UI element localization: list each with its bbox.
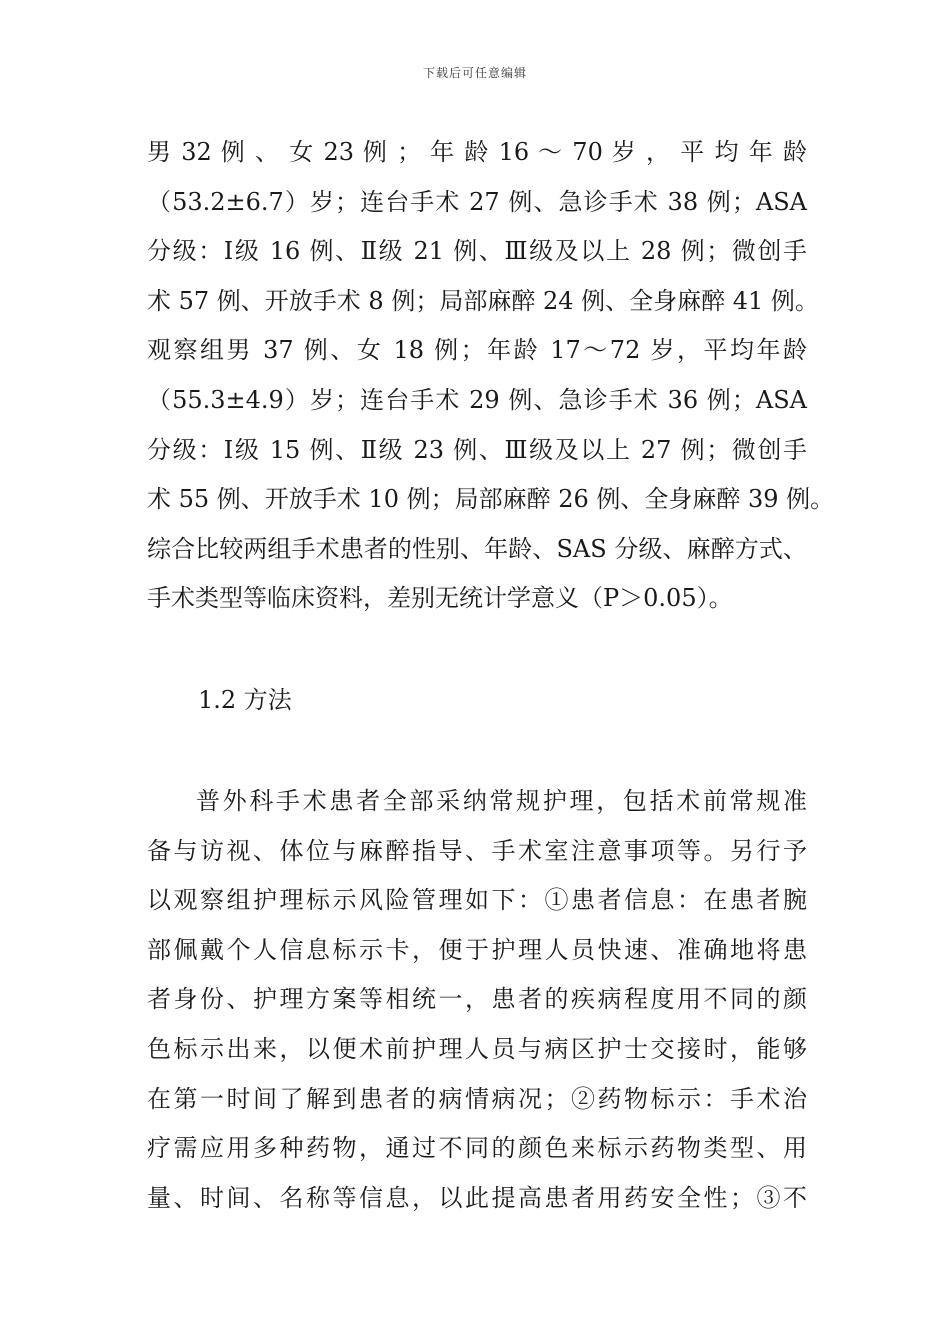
text-line: （55.3±4.9）岁；连台手术 29 例、急诊手术 36 例；ASA [147,385,807,414]
text-line: 分级：Ⅰ级 16 例、Ⅱ级 21 例、Ⅲ级及以上 28 例；微创手 [147,237,807,266]
text-line: 综合比较两组手术患者的性别、年龄、SAS 分级、麻醉方式、 [147,534,807,563]
section-heading [198,676,598,726]
body-paragraph-methods [147,777,807,1223]
text-line: 者身份、护理方案等相统一，患者的疾病程度用不同的颜 [147,985,807,1014]
text-line: （53.2±6.7）岁；连台手术 27 例、急诊手术 38 例；ASA [147,187,807,216]
text-line: 男 32 例 、 女 23 例 ； 年 龄 16 ～ 70 岁 ， 平 均 年 龄 [147,138,807,166]
text-line: 部佩戴个人信息标示卡，便于护理人员快速、准确地将患 [147,935,807,964]
text-line: 色标示出来，以便术前护理人员与病区护士交接时，能够 [147,1034,807,1063]
text-line: 疗需应用多种药物，通过不同的颜色来标示药物类型、用 [147,1134,807,1163]
text-line: 备与访视、体位与麻醉指导、手术室注意事项等。另行予 [147,836,807,865]
body-paragraph-results [147,128,835,624]
text-line: 观察组男 37 例、女 18 例；年龄 17～72 岁，平均年龄 [147,336,807,365]
text-line: 在第一时间了解到患者的病情病况；②药物标示：手术治 [147,1084,807,1113]
text-line: 以观察组护理标示风险管理如下：①患者信息：在患者腕 [147,886,807,915]
text-line: 分级：Ⅰ级 15 例、Ⅱ级 23 例、Ⅲ级及以上 27 例；微创手 [147,435,807,464]
text-line: 量、时间、名称等信息，以此提高患者用药安全性；③不 [147,1183,807,1212]
text-line: 普外科手术患者全部采纳常规护理，包括术前常规准 [196,787,807,815]
text-line: 术 57 例、开放手术 8 例；局部麻醉 24 例、全身麻醉 41 例。 [147,286,819,315]
text-line: 术 55 例、开放手术 10 例；局部麻醉 26 例、全身麻醉 39 例。 [147,485,835,514]
section-heading-text: 1.2 方法 [198,686,292,714]
text-line: 手术类型等临床资料，差别无统计学意义（P＞0.05）。 [147,584,733,613]
page-header: 下载后可任意编辑 [422,66,527,80]
